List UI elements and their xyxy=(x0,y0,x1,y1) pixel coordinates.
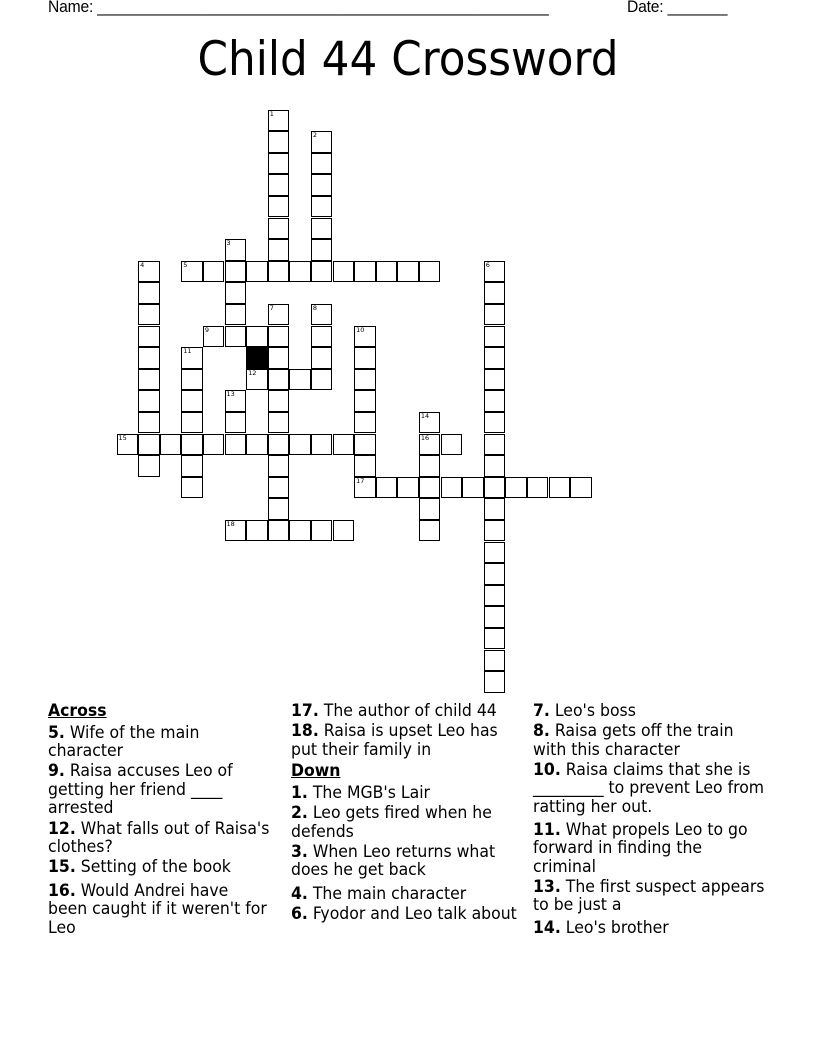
clue-number: 7. xyxy=(533,701,550,720)
grid-cell[interactable] xyxy=(268,261,290,283)
grid-cell[interactable] xyxy=(311,196,333,218)
clue-text: The MGB's Lair xyxy=(307,782,431,802)
grid-cell[interactable] xyxy=(181,434,203,456)
grid-cell[interactable] xyxy=(138,369,160,391)
grid-cell[interactable] xyxy=(225,282,247,304)
clue-number: 14. xyxy=(533,918,561,938)
grid-cell[interactable] xyxy=(484,563,506,585)
grid-cell[interactable] xyxy=(181,369,203,391)
grid-cell[interactable] xyxy=(354,477,376,499)
grid-cell[interactable] xyxy=(311,153,333,175)
grid-cell[interactable] xyxy=(289,369,311,391)
clue-text: Raisa gets off the train with this character xyxy=(533,721,734,759)
grid-cell[interactable] xyxy=(225,304,247,326)
grid-cell[interactable] xyxy=(117,434,139,456)
grid-cell[interactable] xyxy=(268,239,290,261)
grid-cell[interactable] xyxy=(354,455,376,477)
clue-down-14 xyxy=(533,919,766,938)
grid-cell[interactable] xyxy=(397,261,419,283)
grid-cell[interactable] xyxy=(268,196,290,218)
cell-number: 5 xyxy=(183,260,188,269)
clue-text: Leo's brother xyxy=(560,918,669,938)
clue-across-16 xyxy=(48,882,271,938)
clue-number: 12. xyxy=(48,818,76,838)
clue-text: Leo gets fired when he defends xyxy=(291,802,492,841)
grid-cell[interactable] xyxy=(246,261,268,283)
clue-text: Wife of the main character xyxy=(48,722,200,761)
grid-cell[interactable] xyxy=(484,542,506,564)
grid-cell[interactable] xyxy=(484,326,506,348)
grid-cell[interactable] xyxy=(225,239,247,261)
grid-cell[interactable] xyxy=(570,477,592,499)
grid-cell[interactable] xyxy=(289,434,311,456)
cell-number: 13 xyxy=(226,390,235,399)
grid-cell[interactable] xyxy=(246,434,268,456)
grid-cell[interactable] xyxy=(225,261,247,283)
grid-cell[interactable] xyxy=(268,304,290,326)
grid-cell[interactable] xyxy=(397,477,419,499)
grid-cell[interactable] xyxy=(181,261,203,283)
grid-cell[interactable] xyxy=(376,261,398,283)
clue-number: 13. xyxy=(533,876,561,896)
grid-cell[interactable] xyxy=(484,671,506,693)
grid-cell[interactable] xyxy=(311,131,333,153)
clue-across-17 xyxy=(291,702,519,721)
clue-down-3 xyxy=(291,843,519,880)
clue-number: 10. xyxy=(533,759,561,779)
cell-number: 6 xyxy=(485,260,490,269)
cell-number: 16 xyxy=(420,433,430,442)
grid-cell[interactable] xyxy=(289,261,311,283)
grid-cell[interactable] xyxy=(484,628,506,650)
grid-cell[interactable] xyxy=(138,282,160,304)
grid-cell[interactable] xyxy=(138,347,160,369)
clue-across-9 xyxy=(48,762,271,818)
grid-cell[interactable] xyxy=(354,347,376,369)
grid-cell[interactable] xyxy=(225,326,247,348)
grid-cell[interactable] xyxy=(527,477,549,499)
grid-cell[interactable] xyxy=(289,520,311,542)
grid-cell[interactable] xyxy=(311,239,333,261)
grid-cell[interactable] xyxy=(246,369,268,391)
clue-text: Raisa claims that she is _________ to prevent Leo from ratting her out. xyxy=(533,759,765,816)
cell-number: 1 xyxy=(269,109,274,118)
grid-cell[interactable] xyxy=(160,434,182,456)
grid-cell[interactable] xyxy=(311,347,333,369)
grid-cell[interactable] xyxy=(311,434,333,456)
clue-text: What propels Leo to go forward in finding the criminal xyxy=(533,819,748,876)
grid-cell[interactable] xyxy=(268,434,290,456)
grid-cell[interactable] xyxy=(484,650,506,672)
clue-number: 11. xyxy=(533,819,561,839)
clue-text: The author of child 44 xyxy=(318,701,497,720)
clue-down-1 xyxy=(291,784,519,803)
grid-cell[interactable] xyxy=(333,520,355,542)
grid-cell[interactable] xyxy=(354,390,376,412)
clue-down-6 xyxy=(291,905,519,924)
clue-number: 6. xyxy=(291,903,308,923)
grid-cell[interactable] xyxy=(484,412,506,434)
grid-cell[interactable] xyxy=(484,606,506,628)
clue-text: Raisa accuses Leo of getting her friend ____ arrested xyxy=(48,761,233,818)
clue-number: 8. xyxy=(533,721,550,741)
cell-number: 15 xyxy=(118,433,127,442)
grid-cell[interactable] xyxy=(441,477,463,499)
down-heading: Down xyxy=(291,761,341,781)
grid-cell[interactable] xyxy=(311,304,333,326)
clue-text: Setting of the book xyxy=(75,857,231,877)
grid-cell[interactable] xyxy=(225,412,247,434)
grid-cell[interactable] xyxy=(441,434,463,456)
grid-cell[interactable] xyxy=(246,326,268,348)
clue-number: 9. xyxy=(48,761,65,781)
clue-text: The first suspect appears to be just a xyxy=(533,876,765,915)
page-title: Child 44 Crossword xyxy=(197,32,619,87)
grid-cell[interactable] xyxy=(203,434,225,456)
cell-number: 7 xyxy=(269,303,274,312)
grid-cell[interactable] xyxy=(225,390,247,412)
grid-cell[interactable] xyxy=(354,261,376,283)
clue-text: Would Andrei have been caught if it weren't for Leo xyxy=(48,880,267,938)
grid-cell[interactable] xyxy=(484,304,506,326)
grid-cell[interactable] xyxy=(268,110,290,132)
clue-across-18 xyxy=(291,722,519,759)
grid-cell[interactable] xyxy=(268,520,290,542)
grid-cell[interactable] xyxy=(311,369,333,391)
clue-down-8 xyxy=(533,722,766,759)
grid-cell[interactable] xyxy=(484,261,506,283)
grid-cell[interactable] xyxy=(203,326,225,348)
grid-cell[interactable] xyxy=(484,347,506,369)
cell-number: 14 xyxy=(420,411,430,420)
cell-number: 18 xyxy=(226,519,235,528)
grid-cell[interactable] xyxy=(419,412,441,434)
grid-cell[interactable] xyxy=(484,585,506,607)
clue-text: What falls out of Raisa's clothes? xyxy=(48,818,270,857)
grid-cell[interactable] xyxy=(333,434,355,456)
grid-cell[interactable] xyxy=(549,477,571,499)
clue-across-12 xyxy=(48,820,271,857)
cell-number: 10 xyxy=(356,325,365,334)
clue-text: Leo's boss xyxy=(549,701,636,720)
clue-down-13 xyxy=(533,878,766,915)
grid-cell[interactable] xyxy=(333,261,355,283)
cell-number: 12 xyxy=(248,368,257,377)
clue-down-11 xyxy=(533,821,766,877)
grid-cell[interactable] xyxy=(354,434,376,456)
grid-cell[interactable] xyxy=(354,326,376,348)
grid-cell[interactable] xyxy=(419,434,441,456)
grid-cell[interactable] xyxy=(419,520,441,542)
grid-cell[interactable] xyxy=(246,520,268,542)
grid-cell[interactable] xyxy=(181,477,203,499)
clue-number: 15. xyxy=(48,857,76,877)
grid-cell[interactable] xyxy=(138,304,160,326)
clue-number: 3. xyxy=(291,841,308,861)
clue-number: 5. xyxy=(48,722,65,742)
clue-down-2 xyxy=(291,804,519,841)
grid-cell[interactable] xyxy=(419,261,441,283)
grid-cell[interactable] xyxy=(484,282,506,304)
grid-cell[interactable] xyxy=(419,498,441,520)
grid-cell[interactable] xyxy=(181,412,203,434)
clues-column-3 xyxy=(533,702,766,939)
grid-cell[interactable] xyxy=(138,455,160,477)
clue-number: 17. xyxy=(291,701,319,720)
cell-number: 11 xyxy=(183,347,192,356)
clues-column-2 xyxy=(291,702,519,925)
grid-cell[interactable] xyxy=(138,261,160,283)
grid-cell[interactable] xyxy=(505,477,527,499)
black-cell xyxy=(246,347,268,369)
clue-text: Fyodor and Leo talk about xyxy=(307,903,517,923)
grid-cell[interactable] xyxy=(311,174,333,196)
clue-text: When Leo returns what does he get back xyxy=(291,841,496,880)
grid-cell[interactable] xyxy=(311,520,333,542)
grid-cell[interactable] xyxy=(484,434,506,456)
grid-cell[interactable] xyxy=(484,455,506,477)
grid-cell[interactable] xyxy=(354,369,376,391)
grid-cell[interactable] xyxy=(225,520,247,542)
clue-down-4 xyxy=(291,885,519,904)
date-field-label[interactable]: Date: _______ xyxy=(627,0,728,16)
cell-number: 17 xyxy=(356,476,365,485)
clues-column-1 xyxy=(48,702,271,939)
clue-number: 1. xyxy=(291,782,308,802)
grid-cell[interactable] xyxy=(311,218,333,240)
grid-cell[interactable] xyxy=(203,261,225,283)
clue-down-7 xyxy=(533,702,766,721)
cell-number: 8 xyxy=(312,303,318,312)
grid-cell[interactable] xyxy=(268,174,290,196)
grid-cell[interactable] xyxy=(181,347,203,369)
grid-cell[interactable] xyxy=(311,261,333,283)
grid-cell[interactable] xyxy=(138,390,160,412)
name-field-label[interactable]: Name: _____________________________________________________ xyxy=(48,0,549,16)
clue-number: 4. xyxy=(291,883,308,903)
grid-cell[interactable] xyxy=(419,477,441,499)
grid-cell[interactable] xyxy=(138,326,160,348)
grid-cell[interactable] xyxy=(484,520,506,542)
grid-cell[interactable] xyxy=(311,326,333,348)
cell-number: 4 xyxy=(140,260,145,269)
grid-cell[interactable] xyxy=(484,498,506,520)
grid-cell[interactable] xyxy=(484,477,506,499)
grid-cell[interactable] xyxy=(484,390,506,412)
cell-number: 3 xyxy=(226,239,231,248)
grid-cell[interactable] xyxy=(268,218,290,240)
clue-across-15 xyxy=(48,858,271,877)
grid-cell[interactable] xyxy=(268,412,290,434)
grid-cell[interactable] xyxy=(376,477,398,499)
grid-cell[interactable] xyxy=(268,369,290,391)
clue-text: The main character xyxy=(307,883,467,903)
grid-cell[interactable] xyxy=(462,477,484,499)
clue-text: Raisa is upset Leo has put their family in xyxy=(291,721,498,759)
across-heading: Across xyxy=(48,701,107,720)
grid-cell[interactable] xyxy=(268,347,290,369)
grid-cell[interactable] xyxy=(484,369,506,391)
clue-down-10 xyxy=(533,761,766,817)
grid-cell[interactable] xyxy=(268,326,290,348)
grid-cell[interactable] xyxy=(268,498,290,520)
clue-across-5 xyxy=(48,724,271,761)
grid-cell[interactable] xyxy=(181,390,203,412)
clue-number: 2. xyxy=(291,802,308,822)
clue-number: 18. xyxy=(291,721,319,741)
grid-cell[interactable] xyxy=(268,390,290,412)
grid-cell[interactable] xyxy=(354,412,376,434)
grid-cell[interactable] xyxy=(225,434,247,456)
grid-cell[interactable] xyxy=(181,455,203,477)
grid-cell[interactable] xyxy=(268,455,290,477)
cell-number: 2 xyxy=(312,131,318,140)
cell-number: 9 xyxy=(204,325,210,334)
grid-cell[interactable] xyxy=(419,455,441,477)
grid-cell[interactable] xyxy=(138,412,160,434)
grid-cell[interactable] xyxy=(268,153,290,175)
grid-cell[interactable] xyxy=(138,434,160,456)
grid-cell[interactable] xyxy=(268,131,290,153)
clue-number: 16. xyxy=(48,880,76,900)
grid-cell[interactable] xyxy=(268,477,290,499)
